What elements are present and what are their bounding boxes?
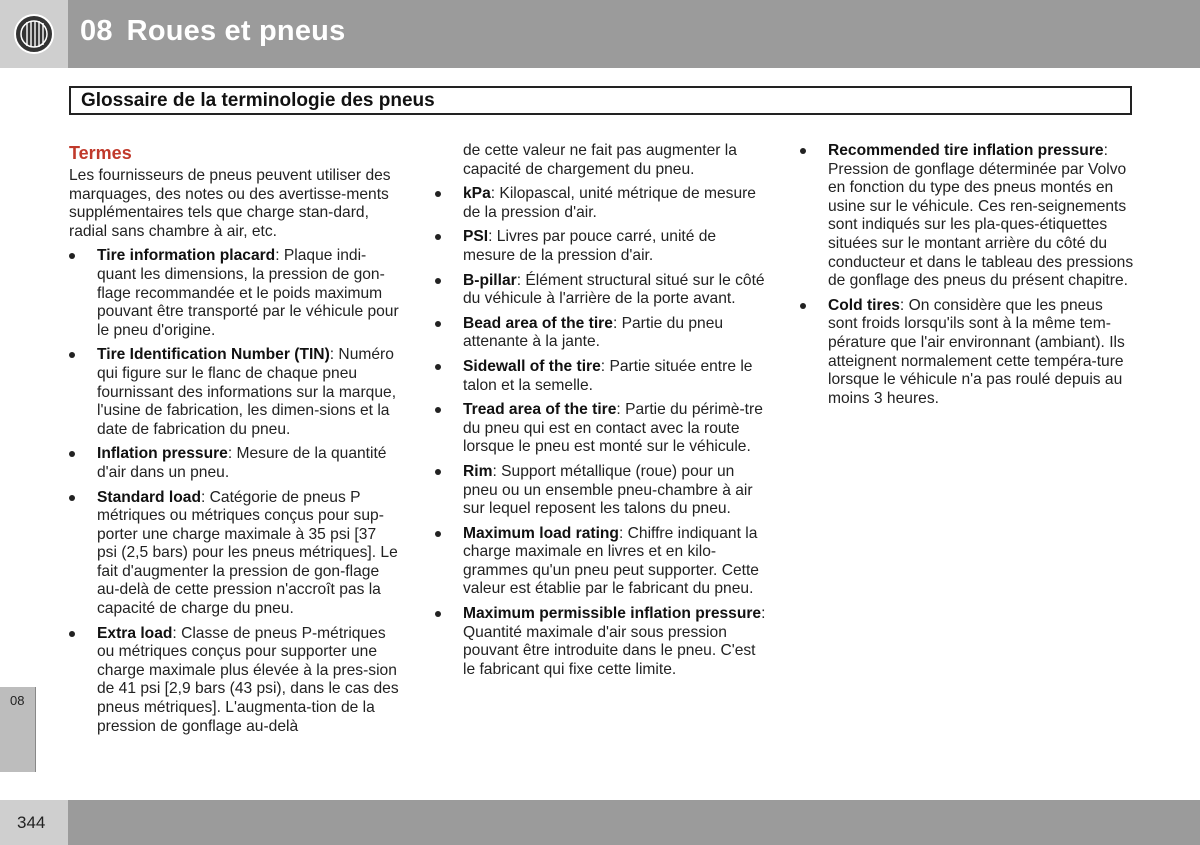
list-item xyxy=(69,489,399,619)
list-item xyxy=(435,401,770,457)
term-name: Maximum load rating xyxy=(463,524,619,542)
term-definition: : Plaque indi-quant les dimensions, la pression de gon-flage recommandée et le poids maximum pouvant être transporté par le véhicule pour le pneu d'origine. xyxy=(97,247,399,339)
list-item xyxy=(435,228,770,265)
chapter-name: Roues et pneus xyxy=(126,15,346,47)
list-item xyxy=(435,185,770,222)
term-definition: : Quantité maximale d'air sous pression pouvant être introduite dans le pneu. C'est le fabricant qui fixe cette limite. xyxy=(463,605,766,678)
term-name: Rim xyxy=(463,462,493,480)
bullet-icon xyxy=(435,234,441,240)
bullet-icon xyxy=(435,278,441,284)
list-item xyxy=(69,346,399,439)
term-definition: : Pression de gonflage déterminée par Volvo en fonction du type des pneus montés en usine sur le véhicule. Ces ren-seignements sont indiqués sur les pla-ques-étiquettes situées sur le montant arrière du côté du conducteur et dans le tableau des pressions de gonflage des pneus du présent chapitre. xyxy=(828,142,1134,290)
page-number: 344 xyxy=(17,813,46,832)
bullet-icon xyxy=(69,631,75,637)
term-definition: : Partie située entre le talon et la semelle. xyxy=(463,357,753,394)
term-name: Cold tires xyxy=(828,296,900,314)
chapter-title xyxy=(80,15,345,48)
term-name: B-pillar xyxy=(463,271,517,289)
term-name: Standard load xyxy=(97,488,201,506)
chapter-number: 08 xyxy=(80,15,113,47)
list-item xyxy=(435,358,770,395)
bullet-icon xyxy=(69,253,75,259)
term-definition: : Support métallique (roue) pour un pneu ou un ensemble pneu-chambre à air sur lequel reposent les talons du pneu. xyxy=(463,462,753,518)
term-list-3 xyxy=(800,142,1135,408)
termes-heading: Termes xyxy=(69,143,132,163)
term-definition: : On considère que les pneus sont froids lorsqu'ils sont à la même tem-pérature que l'air environnant (ambiant). Ils atteignent normalement cette tempéra-ture lorsque le véhicule n'a pas roulé depuis au moins 3 heures. xyxy=(828,296,1125,407)
term-definition: : Numéro qui figure sur le flanc de chaque pneu fournissant des informations sur la marque, l'usine de fabrication, les dimen-sions et la date de fabrication du pneu. xyxy=(97,346,397,438)
bullet-icon xyxy=(69,352,75,358)
bullet-icon xyxy=(800,303,806,309)
list-item xyxy=(69,625,399,737)
term-name: kPa xyxy=(463,185,491,203)
bullet-icon xyxy=(800,148,806,154)
term-list-1 xyxy=(69,247,399,736)
term-name: Tread area of the tire xyxy=(463,401,617,419)
list-item xyxy=(69,445,399,482)
chapter-icon-box xyxy=(0,0,68,68)
tire-icon xyxy=(13,13,55,55)
term-definition: : Partie du pneu attenante à la jante. xyxy=(463,314,724,351)
chapter-side-tab xyxy=(0,687,36,772)
term-definition: : Kilopascal, unité métrique de mesure de la pression d'air. xyxy=(463,185,756,221)
bullet-icon xyxy=(69,451,75,457)
column-3 xyxy=(800,142,1135,414)
term-list-2 xyxy=(435,185,770,679)
list-item xyxy=(69,247,399,340)
term-definition: : Chiffre indiquant la charge maximale en livres et en kilo-grammes qu'un pneu peut supporter. Cette valeur est établie par le fabricant du pneu. xyxy=(463,524,759,598)
list-item xyxy=(435,272,770,309)
bullet-icon xyxy=(435,407,441,413)
list-item xyxy=(435,525,770,599)
term-name: Bead area of the tire xyxy=(463,314,613,332)
intro-paragraph: Les fournisseurs de pneus peuvent utiliser des marquages, des notes ou des avertisse-ments supplémentaires tels que charge stan-dard, radial sans chambre à air, etc. xyxy=(69,167,391,240)
term-definition: : Élément structural situé sur le côté du véhicule à l'arrière de la porte avant. xyxy=(463,271,765,308)
term-definition: : Classe de pneus P-métriques ou métriques conçus pour supporter une charge maximale plus élevée à la pres-sion de 41 psi [2,9 bars (43 psi), dans le cas des pneus métriques]. L'augmenta-tion de la pression de gonflage au-delà xyxy=(97,624,399,735)
bullet-icon xyxy=(435,191,441,197)
column-1 xyxy=(69,142,399,742)
list-item xyxy=(435,463,770,519)
term-name: Tire Identification Number (TIN) xyxy=(97,346,330,364)
term-name: Recommended tire inflation pressure xyxy=(828,142,1104,159)
column-2 xyxy=(435,142,770,685)
page-footer xyxy=(0,800,1200,845)
term-name: Maximum permissible inflation pressure xyxy=(463,605,762,623)
page-number-box xyxy=(0,800,68,845)
bullet-icon xyxy=(435,469,441,475)
bullet-icon xyxy=(435,531,441,537)
term-name: Extra load xyxy=(97,624,173,642)
term-name: Inflation pressure xyxy=(97,445,228,463)
term-name: Tire information placard xyxy=(97,247,276,265)
bullet-icon xyxy=(435,321,441,327)
continued-text: de cette valeur ne fait pas augmenter la capacité de chargement du pneu. xyxy=(463,142,737,178)
term-definition: : Mesure de la quantité d'air dans un pneu. xyxy=(97,445,387,481)
term-definition: : Livres par pouce carré, unité de mesure de la pression d'air. xyxy=(463,228,717,264)
bullet-icon xyxy=(435,611,441,617)
bullet-icon xyxy=(435,364,441,370)
term-definition: : Partie du périmè-tre du pneu qui est en contact avec la route lorsque le pneu est monté sur le véhicule. xyxy=(463,401,763,456)
bullet-icon xyxy=(69,495,75,501)
side-tab-label: 08 xyxy=(10,693,25,708)
chapter-header xyxy=(0,0,1200,68)
term-name: Sidewall of the tire xyxy=(463,357,601,375)
term-definition: : Catégorie de pneus P métriques ou métriques conçus pour sup-porter une charge maximale à 35 psi [37 psi (2,5 bars) pour les pneus métriques]. Le fait d'augmenter la pression de gon-flage au-delà de cette pression n'accroît pas la capacité de charge du pneu. xyxy=(97,488,398,618)
list-item xyxy=(800,297,1135,409)
list-item xyxy=(435,605,770,679)
list-item xyxy=(435,315,770,352)
list-item xyxy=(800,142,1135,291)
term-name: PSI xyxy=(463,228,489,246)
section-title: Glossaire de la terminologie des pneus xyxy=(69,86,1132,115)
